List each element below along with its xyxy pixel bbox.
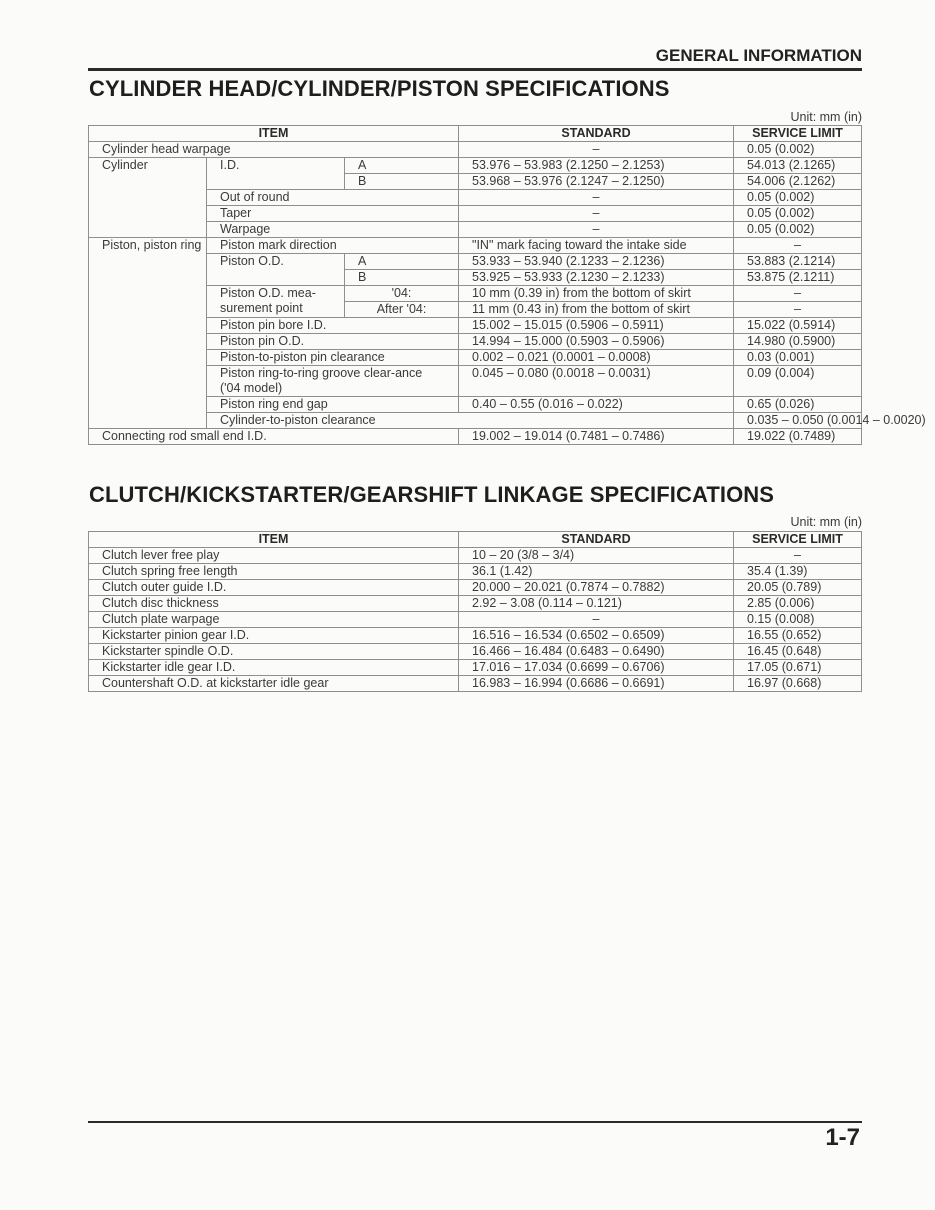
standard-cell: 15.002 – 15.015 (0.5906 – 0.5911) — [459, 318, 734, 334]
item-cell: Piston O.D. — [207, 254, 345, 286]
table-row — [89, 612, 862, 628]
limit-cell: 17.05 (0.671) — [734, 660, 862, 676]
standard-cell: 0.002 – 0.021 (0.0001 – 0.0008) — [459, 350, 734, 366]
standard-cell: "IN" mark facing toward the intake side — [459, 238, 734, 254]
item-cell: Out of round — [207, 190, 459, 206]
header-rule — [88, 68, 862, 71]
standard-cell: – — [459, 206, 734, 222]
item-cell: Piston ring end gap — [207, 397, 459, 413]
limit-cell: 53.875 (2.1211) — [734, 270, 862, 286]
standard-cell: 11 mm (0.43 in) from the bottom of skirt — [459, 302, 734, 318]
item-cell: Piston-to-piston pin clearance — [207, 350, 459, 366]
table-row — [89, 564, 862, 580]
table-row — [89, 429, 862, 445]
standard-cell: – — [459, 222, 734, 238]
table-row — [89, 238, 862, 254]
column-header-item: ITEM — [89, 532, 459, 548]
standard-cell: 20.000 – 20.021 (0.7874 – 0.7882) — [459, 580, 734, 596]
item-cell: Piston O.D. mea-surement point — [207, 286, 345, 318]
item-cell: Kickstarter spindle O.D. — [89, 644, 459, 660]
column-header-standard: STANDARD — [459, 532, 734, 548]
cylinder-specs-title: CYLINDER HEAD/CYLINDER/PISTON SPECIFICATIONS — [89, 76, 670, 101]
limit-cell: – — [734, 302, 862, 318]
standard-cell: 16.983 – 16.994 (0.6686 – 0.6691) — [459, 676, 734, 692]
cylinder-spec-table — [88, 125, 926, 445]
item-cell: Piston pin bore I.D. — [207, 318, 459, 334]
item-cell: Cylinder-to-piston clearance — [207, 413, 734, 429]
sub-item-cell: '04: — [345, 286, 459, 302]
sub-item-cell: After '04: — [345, 302, 459, 318]
limit-cell: 0.03 (0.001) — [734, 350, 862, 366]
standard-cell: 36.1 (1.42) — [459, 564, 734, 580]
column-header-standard: STANDARD — [459, 126, 734, 142]
limit-cell: 16.45 (0.648) — [734, 644, 862, 660]
standard-cell: 16.516 – 16.534 (0.6502 – 0.6509) — [459, 628, 734, 644]
table-row — [89, 676, 862, 692]
limit-cell: 35.4 (1.39) — [734, 564, 862, 580]
item-cell: I.D. — [207, 158, 345, 190]
standard-cell: 53.933 – 53.940 (2.1233 – 2.1236) — [459, 254, 734, 270]
limit-cell: 54.013 (2.1265) — [734, 158, 862, 174]
item-cell: Taper — [207, 206, 459, 222]
item-cell: Piston pin O.D. — [207, 334, 459, 350]
item-cell: Clutch spring free length — [89, 564, 459, 580]
standard-cell: 0.045 – 0.080 (0.0018 – 0.0031) — [459, 366, 734, 397]
sub-item-cell: B — [345, 270, 459, 286]
limit-cell: 19.022 (0.7489) — [734, 429, 862, 445]
limit-cell: 14.980 (0.5900) — [734, 334, 862, 350]
standard-cell: 53.976 – 53.983 (2.1250 – 2.1253) — [459, 158, 734, 174]
standard-cell: 53.925 – 53.933 (2.1230 – 2.1233) — [459, 270, 734, 286]
standard-cell: 2.92 – 3.08 (0.114 – 0.121) — [459, 596, 734, 612]
section-header: GENERAL INFORMATION — [655, 46, 862, 65]
sub-item-cell: A — [345, 158, 459, 174]
standard-cell: 14.994 – 15.000 (0.5903 – 0.5906) — [459, 334, 734, 350]
table-row — [89, 644, 862, 660]
item-cell: Kickstarter idle gear I.D. — [89, 660, 459, 676]
standard-cell: 10 – 20 (3/8 – 3/4) — [459, 548, 734, 564]
limit-cell: 0.05 (0.002) — [734, 222, 862, 238]
table-header-row — [89, 126, 862, 142]
clutch-specs-title: CLUTCH/KICKSTARTER/GEARSHIFT LINKAGE SPECIFICATIONS — [89, 482, 775, 507]
limit-cell: – — [734, 548, 862, 564]
table-header-row — [89, 532, 862, 548]
table-row — [89, 548, 862, 564]
table-row — [89, 596, 862, 612]
sub-item-cell: A — [345, 254, 459, 270]
limit-cell: 0.05 (0.002) — [734, 142, 862, 158]
limit-cell: 54.006 (2.1262) — [734, 174, 862, 190]
limit-cell: – — [734, 238, 862, 254]
column-header-service-limit: SERVICE LIMIT — [734, 126, 862, 142]
item-cell: Countershaft O.D. at kickstarter idle gear — [89, 676, 459, 692]
limit-cell: 0.05 (0.002) — [734, 190, 862, 206]
cylinder-unit-label: Unit: mm (in) — [790, 110, 862, 124]
clutch-unit-label: Unit: mm (in) — [790, 515, 862, 529]
standard-cell: 19.002 – 19.014 (0.7481 – 0.7486) — [459, 429, 734, 445]
standard-cell: – — [459, 612, 734, 628]
standard-cell: – — [459, 142, 734, 158]
limit-cell: 0.05 (0.002) — [734, 206, 862, 222]
item-cell: Clutch disc thickness — [89, 596, 459, 612]
standard-cell: 16.466 – 16.484 (0.6483 – 0.6490) — [459, 644, 734, 660]
item-cell: Connecting rod small end I.D. — [89, 429, 459, 445]
standard-cell: – — [459, 190, 734, 206]
standard-cell: 17.016 – 17.034 (0.6699 – 0.6706) — [459, 660, 734, 676]
item-cell: Kickstarter pinion gear I.D. — [89, 628, 459, 644]
group-cell-cylinder: Cylinder — [89, 158, 207, 238]
standard-cell: 10 mm (0.39 in) from the bottom of skirt — [459, 286, 734, 302]
limit-cell: 0.65 (0.026) — [734, 397, 862, 413]
limit-cell: 15.022 (0.5914) — [734, 318, 862, 334]
footer-rule — [88, 1121, 862, 1123]
item-cell: Clutch outer guide I.D. — [89, 580, 459, 596]
limit-cell: 0.15 (0.008) — [734, 612, 862, 628]
item-cell: Cylinder head warpage — [89, 142, 459, 158]
standard-cell: 0.40 – 0.55 (0.016 – 0.022) — [459, 397, 734, 413]
limit-cell: – — [734, 286, 862, 302]
standard-cell: 53.968 – 53.976 (2.1247 – 2.1250) — [459, 174, 734, 190]
item-cell: Clutch lever free play — [89, 548, 459, 564]
page-number: 1-7 — [825, 1124, 860, 1151]
item-cell: Warpage — [207, 222, 459, 238]
limit-cell: 2.85 (0.006) — [734, 596, 862, 612]
table-row — [89, 158, 862, 174]
clutch-spec-table — [88, 531, 862, 692]
item-cell: Piston ring-to-ring groove clear-ance ('04 model) — [207, 366, 459, 397]
column-header-item: ITEM — [89, 126, 459, 142]
table-row — [89, 628, 862, 644]
group-cell-piston: Piston, piston ring — [89, 238, 207, 429]
limit-cell: 16.55 (0.652) — [734, 628, 862, 644]
table-row — [89, 142, 862, 158]
item-cell: Piston mark direction — [207, 238, 459, 254]
item-cell: Clutch plate warpage — [89, 612, 459, 628]
table-row — [89, 660, 862, 676]
sub-item-cell: B — [345, 174, 459, 190]
limit-cell: 53.883 (2.1214) — [734, 254, 862, 270]
column-header-service-limit: SERVICE LIMIT — [734, 532, 862, 548]
standard-cell: 0.035 – 0.050 (0.0014 – 0.0020) — [734, 413, 862, 429]
table-row — [89, 580, 862, 596]
limit-cell: 16.97 (0.668) — [734, 676, 862, 692]
limit-cell: 20.05 (0.789) — [734, 580, 862, 596]
limit-cell: 0.09 (0.004) — [734, 366, 862, 397]
